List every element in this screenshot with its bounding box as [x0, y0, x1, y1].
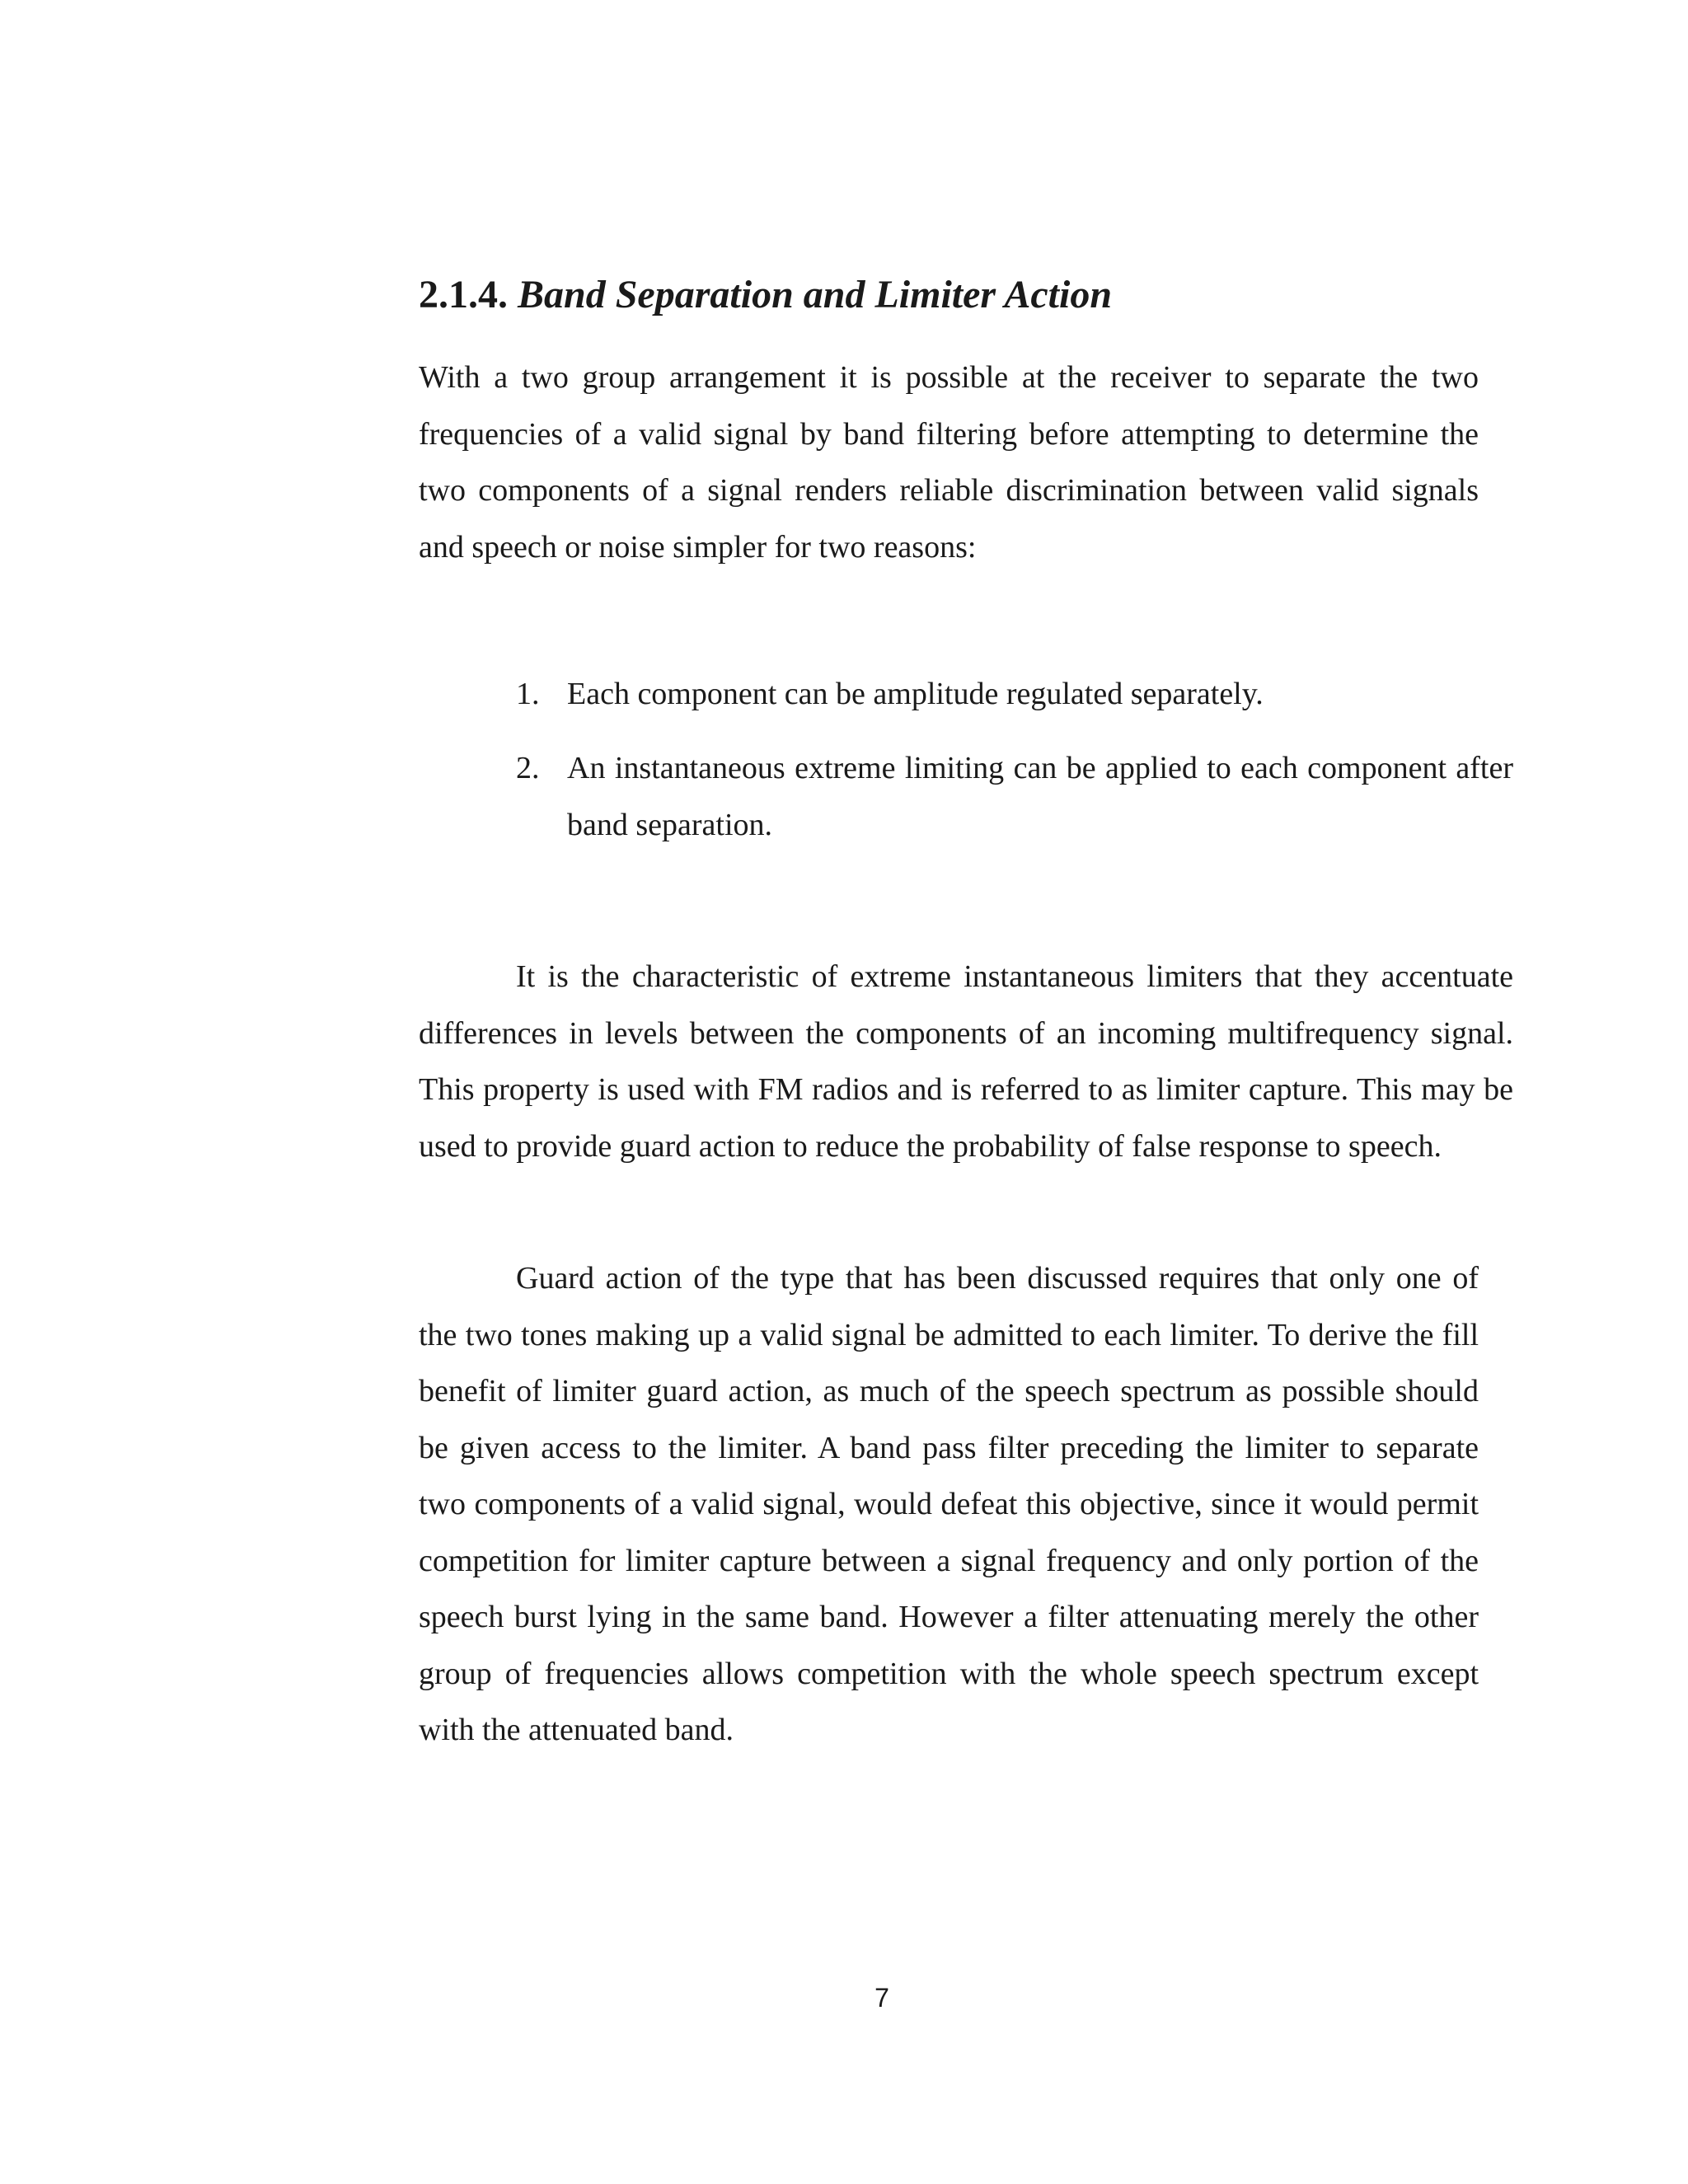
list-item-text: Each component can be amplitude regulated separately.: [567, 677, 1264, 711]
list-item-number: 2.: [516, 751, 540, 785]
section-heading: [419, 265, 1112, 325]
section-number: 2.1.4.: [419, 273, 508, 316]
paragraph-guard-action: Guard action of the type that has been discussed requires that only one of the two tones making up a valid signal be admitted to each limiter. To derive the fill benefit of limiter guard action, as much of the speech spectrum as possible should be given access to the limiter. A band pass filter preceding the limiter to separate two components of a valid signal, would defeat this objective, since it would permit competition for limiter capture between a signal frequency and only portion of the speech burst lying in the same band. However a filter attenuating merely the other group of frequencies allows competition with the whole speech spectrum except with the attenuated band.: [419, 1261, 1479, 1747]
list-item: [419, 666, 1513, 723]
list-item-text: An instantaneous extreme limiting can be applied to each component after band separation.: [567, 751, 1513, 842]
page-number: 7: [874, 1983, 889, 2013]
list-item-number: 1.: [516, 677, 540, 711]
paragraph-limiter-characteristic: It is the characteristic of extreme instantaneous limiters that they accentuate differences in levels between the components of an incoming multifrequency signal. This property is used with FM radios and is referred to as limiter capture. This may be used to provide guard action to reduce the probability of false response to speech.: [419, 959, 1513, 1164]
paragraph-intro: With a two group arrangement it is possible at the receiver to separate the two frequencies of a valid signal by band filtering before attempting to determine the two components of a signal renders reliable discrimination between valid signals and speech or noise simpler for two reasons:: [419, 360, 1479, 565]
list-item: [419, 740, 1513, 854]
reasons-list: [419, 666, 1513, 871]
section-title: Band Separation and Limiter Action: [518, 273, 1113, 316]
